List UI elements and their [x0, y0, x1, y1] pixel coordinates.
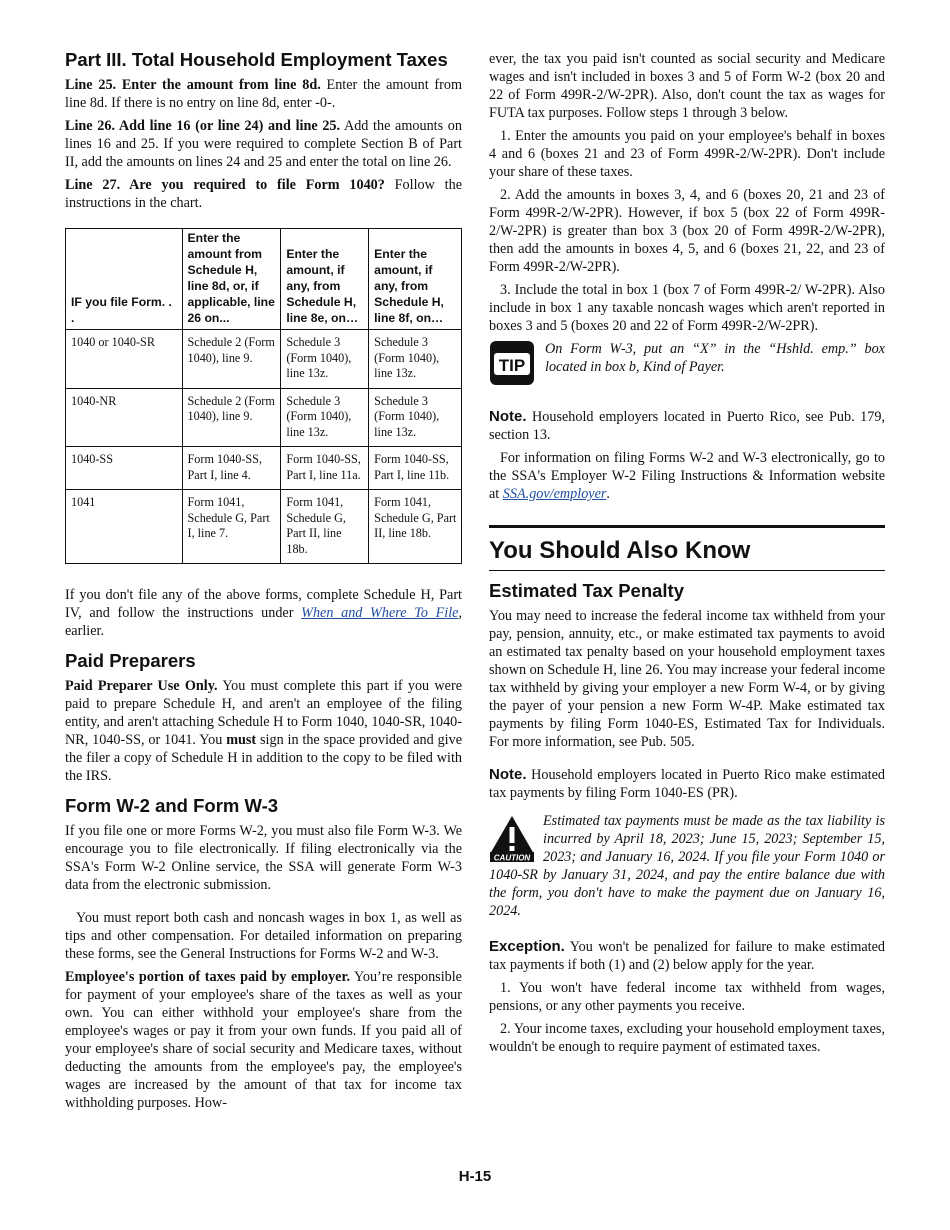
form-1040-chart: [65, 228, 462, 564]
employee-portion-text: You’re responsible for payment of your employee's share of the taxes as well as your own. You can either withhold your employee's share from the employee's wages or pay it from your own funds. If you paid all of your employee's share of social security and Medicare taxes, without deducting the amounts from the employee's pay, the employee's wages are increased by the amount of that tax for income tax withholding purposes. How-: [65, 969, 462, 1111]
tip-box: [489, 340, 885, 386]
after-chart-text: If you don't file any of the above forms, complete Schedule H, Part IV, and follow the instructions under: [65, 587, 462, 621]
chart-cell: Form 1041, Schedule G, Part II, line 18b.: [369, 490, 462, 564]
chart-cell: Schedule 3 (Form 1040), line 13z.: [281, 388, 369, 447]
paid-preparer-text: You must complete this part if you were paid to prepare Schedule H, and aren't an employee of the filing entity, and aren't attaching Schedule H to Form 1040, 1040-SR, 1040-NR, 1040-SS, or 1041. You: [65, 678, 462, 748]
line27-paragraph: [65, 176, 462, 212]
caution-label: CAUTION: [493, 853, 531, 862]
step-1: 1. Enter the amounts you paid on your employee's behalf in boxes 4 and 6 (boxes 21 and 23 of Form 499R-2/W-2PR). Don't include your share of these taxes.: [489, 128, 885, 180]
chart-cell: 1040-NR: [66, 388, 183, 447]
exception-text: You won't be penalized for failure to make estimated tax payments if both (1) and (2) below apply for the year.: [489, 939, 885, 973]
paid-preparers-heading: Paid Preparers: [65, 650, 196, 671]
chart-cell: Schedule 3 (Form 1040), line 13z.: [369, 330, 462, 389]
chart-cell: Form 1040-SS, Part I, line 11a.: [281, 447, 369, 490]
employee-portion-paragraph: [65, 968, 462, 1112]
exception-lead: Exception.: [489, 938, 565, 955]
after-chart-text-end: , earlier.: [65, 605, 462, 639]
employee-portion-lead: Employee's portion of taxes paid by employer.: [65, 969, 350, 985]
step-2: 2. Add the amounts in boxes 3, 4, and 6 (boxes 20, 21 and 23 of Form 499R-2/W-2PR). However, if box 5 (box 22 of Form 499R-2/W-2PR) is greater than box 3 (box 20 of Form 499R-2/W-2PR), then add the amounts in boxes 4, 5, and 6 (boxes 21, 22, and 23 of Form 499R-2/W-2PR).: [489, 187, 885, 275]
paid-preparer-text-end: sign in the space provided and give the filer a copy of Schedule H in addition to the copy to be filed with the IRS.: [65, 732, 462, 784]
note-lead: Note.: [489, 408, 527, 425]
chart-cell: Form 1041, Schedule G, Part II, line 18b.: [281, 490, 369, 564]
chart-cell: 1040-SS: [66, 447, 183, 490]
page-number: H-15: [458, 1168, 492, 1185]
left-column: [65, 48, 462, 1117]
caution-box: [489, 812, 885, 920]
chart-row: [66, 447, 462, 490]
chart-row: [66, 388, 462, 447]
chart-cell: Schedule 3 (Form 1040), line 13z.: [281, 330, 369, 389]
caution-icon: [489, 814, 535, 862]
note-text: Household employers located in Puerto Rico, see Pub. 179, section 13.: [489, 409, 885, 443]
exception-item-1: 1. You won't have federal income tax withheld from wages, pensions, or any other payments you receive.: [489, 980, 885, 1014]
line27-lead: Line 27. Are you required to file Form 1040?: [65, 177, 385, 193]
you-should-also-know-heading: You Should Also Know: [489, 537, 751, 564]
line25-text: Enter the amount from line 8d. If there is no entry on line 8d, enter -0-.: [65, 77, 462, 111]
chart-header: Enter the amount, if any, from Schedule H, line 8e, on…: [281, 229, 369, 330]
line26-paragraph: [65, 117, 462, 171]
chart-cell: Form 1040-SS, Part I, line 11b.: [369, 447, 462, 490]
penalty-paragraph: You may need to increase the federal income tax withheld from your pay, pension, annuity, etc., or make estimated tax payments to avoid an estimated tax penalty based on your household employment taxes shown on Schedule H, line 26. You may increase your federal income tax withheld by giving your employer a new Form W-4, or by giving the payer of your pension a new Form W-4P. Make estimated tax payments by filing Form 1040-ES, Estimated Tax for Individuals. For more information, see Pub. 505.: [489, 608, 885, 750]
estimated-tax-penalty-heading: Estimated Tax Penalty: [489, 580, 685, 601]
tip-icon: [489, 340, 535, 386]
paid-preparer-paragraph: [65, 677, 462, 785]
line25-lead: Line 25. Enter the amount from line 8d.: [65, 77, 321, 93]
chart-row: [66, 330, 462, 389]
line27-text: Follow the instructions in the chart.: [65, 177, 462, 211]
step-3: 3. Include the total in box 1 (box 7 of Form 499R-2/ W-2PR). Also include in box 1 any taxable noncash wages which aren't reported in boxes 3 and 5 (boxes 20 and 22 of Form 499R-2/W-2PR).: [489, 282, 885, 334]
chart-header: Enter the amount, if any, from Schedule H, line 8f, on…: [369, 229, 462, 330]
when-where-to-file-link[interactable]: When and Where To File: [301, 605, 459, 621]
section-heading-wrap: [489, 528, 885, 571]
chart-cell: Schedule 2 (Form 1040), line 9.: [182, 330, 281, 389]
must-emphasis: must: [226, 732, 257, 748]
efile-text: For information on filing Forms W-2 and W-3 electronically, go to the SSA's Employer W-2 Filing Instructions & Information website at: [489, 450, 885, 502]
exception-item-2: 2. Your income taxes, excluding your household employment taxes, wouldn't be enough to require payment of estimated taxes.: [489, 1021, 885, 1055]
paid-preparer-lead: Paid Preparer Use Only.: [65, 678, 218, 694]
chart-header: IF you file Form. . .: [66, 229, 183, 330]
chart-header: Enter the amount from Schedule H, line 8d, or, if applicable, line 26 on...: [182, 229, 281, 330]
after-chart-paragraph: [65, 586, 462, 640]
right-column: [489, 50, 885, 1061]
chart-cell: Form 1040-SS, Part I, line 4.: [182, 447, 281, 490]
efile-paragraph: [489, 449, 885, 503]
continued-paragraph: ever, the tax you paid isn't counted as social security and Medicare wages and isn't included in boxes 3 and 5 of Form W-2 (box 20 and 22 of Form 499R-2/W-2PR). Also, don't count the tax as wages for FUTA tax purposes. Follow steps 1 through 3 below.: [489, 51, 885, 121]
note-puerto-rico: [489, 408, 885, 444]
part3-heading: Part III. Total Household Employment Taxes: [65, 49, 448, 70]
chart-row: [66, 490, 462, 564]
note-puerto-rico-es: [489, 766, 885, 802]
w2-w3-paragraph-2: You must report both cash and noncash wages in box 1, as well as tips and other compensation. For detailed information on preparing these forms, see the General Instructions for Forms W-2 and W-3.: [65, 910, 462, 962]
line26-lead: Line 26. Add line 16 (or line 24) and line 25.: [65, 118, 341, 134]
note2-lead: Note.: [489, 766, 527, 783]
chart-cell: Schedule 2 (Form 1040), line 9.: [182, 388, 281, 447]
tip-text: On Form W-3, put an “X” in the “Hshld. emp.” box located in box b, Kind of Payer.: [545, 341, 885, 375]
line25-paragraph: [65, 76, 462, 112]
caution-text: Estimated tax payments must be made as the tax liability is incurred by April 18, 2023; June 15, 2023; September 15, 2023; and January 16, 2024. If you file your Form 1040 or 1040-SR by January 31, 2024, and pay the entire balance due with the form, you don't have to make the payment due on January 16, 2024.: [489, 813, 885, 919]
line26-text: Add the amounts on lines 16 and 25. If you were required to complete Section B of Part II, add the amounts on lines 24 and 25 and enter the total on line 26.: [65, 118, 462, 170]
efile-text-end: .: [606, 486, 610, 502]
exception-paragraph: [489, 938, 885, 974]
note2-text: Household employers located in Puerto Rico make estimated tax payments by filing Form 1040-ES (PR).: [489, 767, 885, 801]
w2-w3-heading: Form W-2 and Form W-3: [65, 795, 279, 816]
chart-header-row: [66, 229, 462, 330]
chart-cell: 1040 or 1040-SR: [66, 330, 183, 389]
w2-w3-paragraph-1: If you file one or more Forms W-2, you must also file Form W-3. We encourage you to file electronically. If filing electronically via the SSA's Form W-2 Online service, the SSA will generate Form W-3 data from the electronic submission.: [65, 823, 462, 893]
tip-label: TIP: [498, 356, 526, 375]
chart-cell: Schedule 3 (Form 1040), line 13z.: [369, 388, 462, 447]
chart-cell: 1041: [66, 490, 183, 564]
chart-cell: Form 1041, Schedule G, Part I, line 7.: [182, 490, 281, 564]
ssa-employer-link[interactable]: SSA.gov/employer: [502, 486, 607, 502]
